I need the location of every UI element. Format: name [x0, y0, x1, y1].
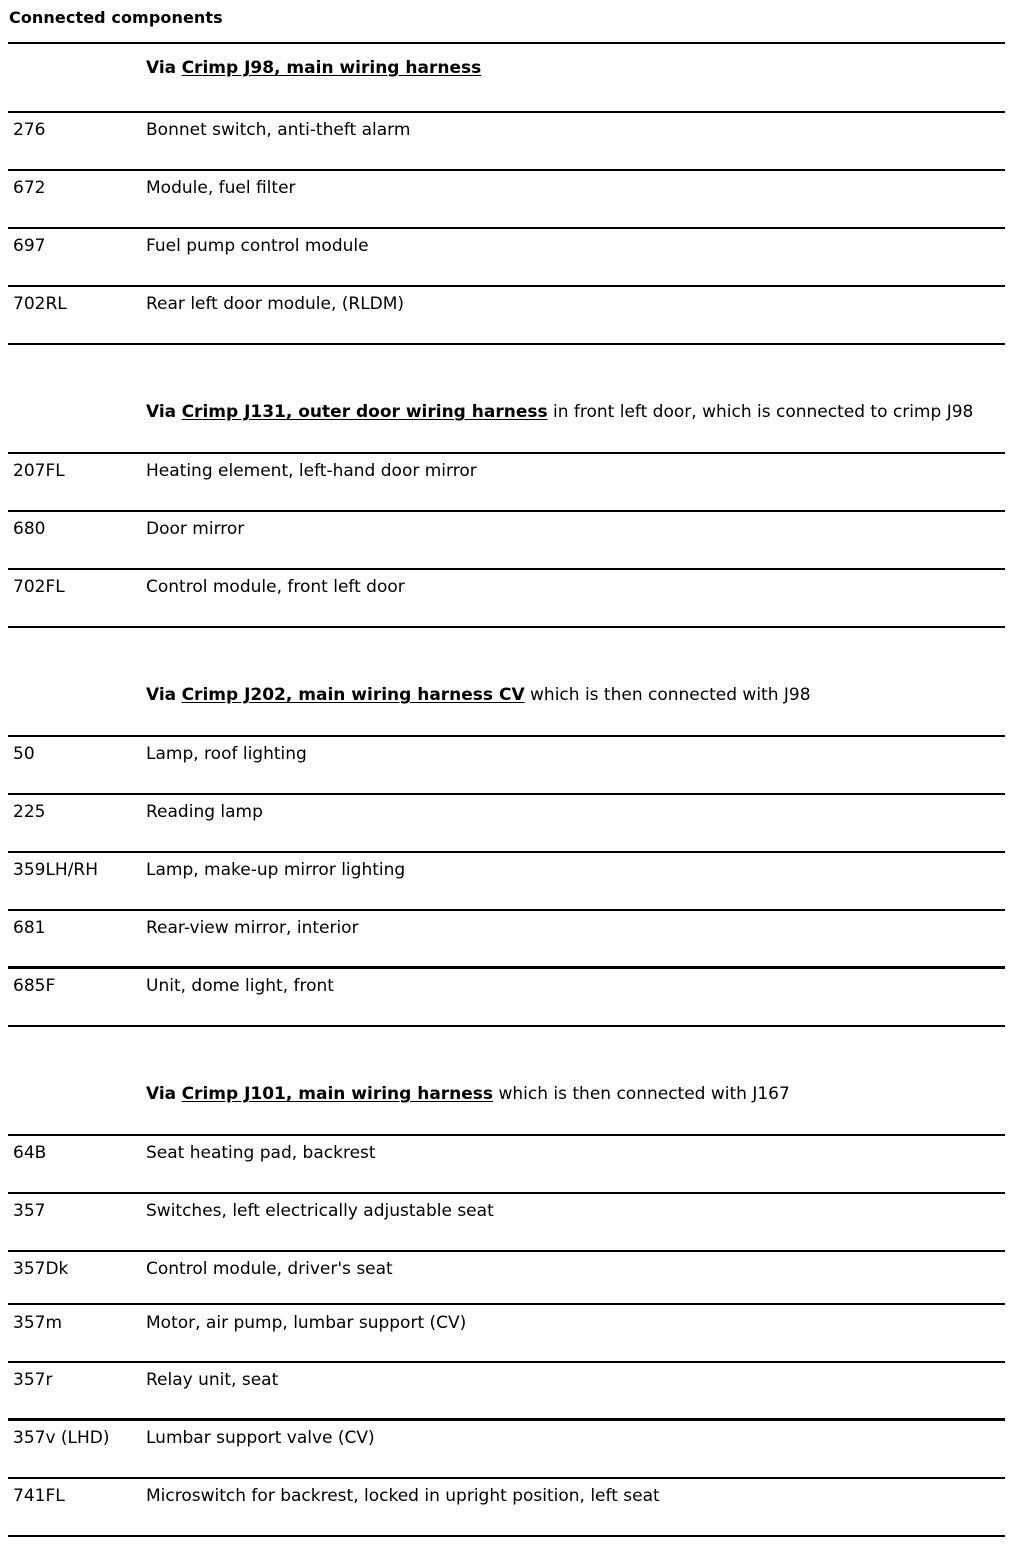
component-code: 357m [13, 1313, 63, 1333]
component-description: Seat heating pad, backrest [146, 1143, 376, 1163]
divider [8, 735, 1005, 737]
component-description: Control module, driver's seat [146, 1259, 393, 1279]
crimp-link[interactable]: Crimp J101, main wiring harness [181, 1084, 494, 1104]
divider [8, 568, 1005, 570]
divider [8, 1361, 1005, 1363]
divider [8, 909, 1005, 911]
via-label: Via [146, 402, 177, 422]
component-description: Heating element, left-hand door mirror [146, 461, 477, 481]
divider [8, 851, 1005, 853]
divider [8, 227, 1005, 229]
component-description: Door mirror [146, 519, 245, 539]
component-code: 357Dk [13, 1259, 69, 1279]
component-code: 276 [13, 120, 46, 140]
crimp-link[interactable]: Crimp J98, main wiring harness [181, 58, 482, 78]
component-code: 357r [13, 1370, 53, 1390]
component-code: 681 [13, 918, 46, 938]
component-description: Lumbar support valve (CV) [146, 1428, 375, 1448]
component-description: Lamp, roof lighting [146, 744, 307, 764]
component-description: Rear left door module, (RLDM) [146, 294, 405, 314]
component-code: 207FL [13, 461, 65, 481]
component-code: 685F [13, 976, 56, 996]
component-description: Microswitch for backrest, locked in upright position, left seat [146, 1486, 660, 1506]
component-code: 697 [13, 236, 46, 256]
divider [8, 343, 1005, 345]
section-suffix: in front left door, which is connected to crimp J98 [553, 402, 974, 422]
component-code: 64B [13, 1143, 47, 1163]
section-suffix: which is then connected with J167 [498, 1084, 790, 1104]
via-label: Via [146, 58, 177, 78]
divider [8, 1250, 1005, 1252]
section-header [146, 58, 481, 78]
section-header [146, 402, 973, 422]
component-description: Switches, left electrically adjustable seat [146, 1201, 494, 1221]
divider [8, 1025, 1005, 1027]
divider [8, 1535, 1005, 1537]
via-label: Via [146, 685, 177, 705]
crimp-link[interactable]: Crimp J131, outer door wiring harness [181, 402, 548, 422]
divider [8, 1418, 1005, 1421]
component-description: Lamp, make-up mirror lighting [146, 860, 406, 880]
divider [8, 1303, 1005, 1305]
divider [8, 626, 1005, 628]
divider [8, 285, 1005, 287]
component-description: Motor, air pump, lumbar support (CV) [146, 1313, 467, 1333]
component-code: 702FL [13, 577, 65, 597]
component-code: 357v (LHD) [13, 1428, 110, 1448]
component-description: Fuel pump control module [146, 236, 369, 256]
section-suffix: which is then connected with J98 [530, 685, 811, 705]
section-header [146, 1084, 790, 1104]
section-header [146, 685, 811, 705]
component-description: Rear-view mirror, interior [146, 918, 359, 938]
component-description: Unit, dome light, front [146, 976, 334, 996]
divider [8, 452, 1005, 454]
component-code: 680 [13, 519, 46, 539]
divider [8, 510, 1005, 512]
crimp-link[interactable]: Crimp J202, main wiring harness CV [181, 685, 525, 705]
component-description: Relay unit, seat [146, 1370, 279, 1390]
component-code: 50 [13, 744, 35, 764]
component-description: Reading lamp [146, 802, 263, 822]
component-description: Control module, front left door [146, 577, 405, 597]
divider [8, 1477, 1005, 1479]
divider [8, 169, 1005, 171]
divider [8, 42, 1005, 44]
component-code: 672 [13, 178, 46, 198]
divider [8, 1134, 1005, 1136]
divider [8, 966, 1005, 969]
component-description: Bonnet switch, anti-theft alarm [146, 120, 411, 140]
via-label: Via [146, 1084, 177, 1104]
divider [8, 111, 1005, 113]
divider [8, 1192, 1005, 1194]
component-code: 359LH/RH [13, 860, 99, 880]
component-code: 225 [13, 802, 46, 822]
component-description: Module, fuel filter [146, 178, 296, 198]
component-code: 741FL [13, 1486, 65, 1506]
component-code: 357 [13, 1201, 46, 1221]
page-title: Connected components [9, 8, 223, 27]
divider [8, 793, 1005, 795]
component-code: 702RL [13, 294, 67, 314]
